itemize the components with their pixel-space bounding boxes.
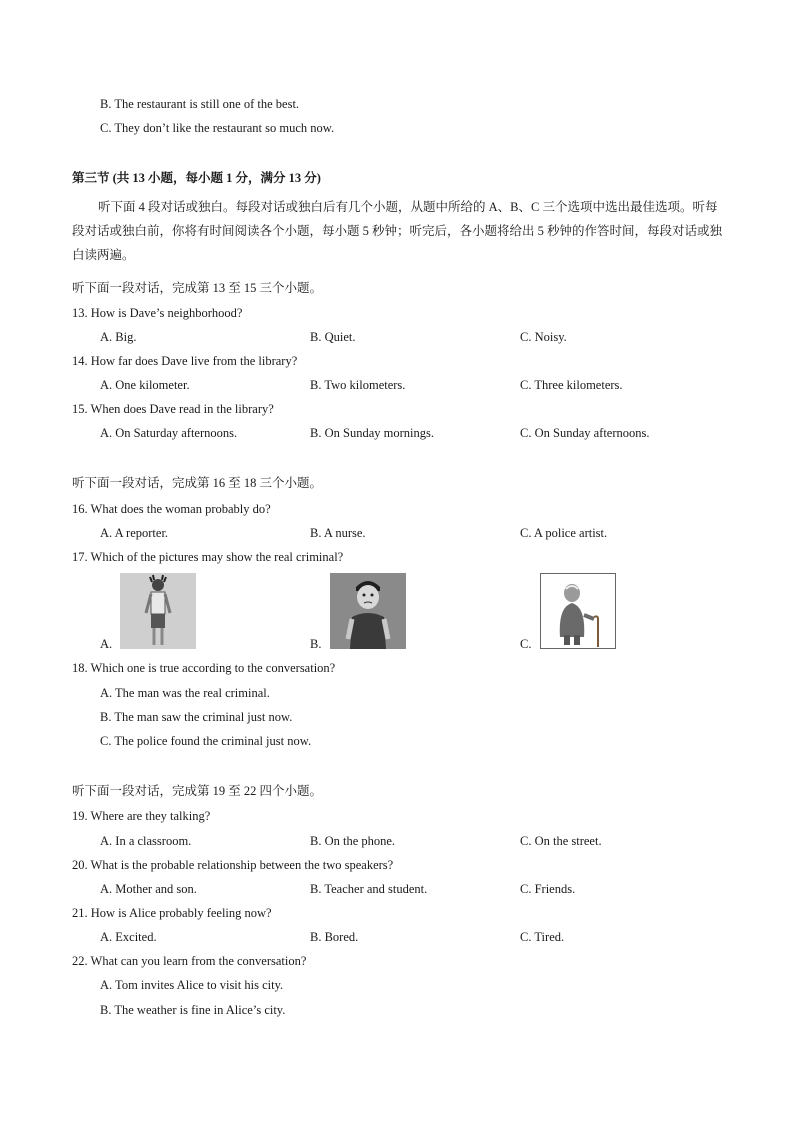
option-a: A. One kilometer. — [100, 378, 190, 392]
section-instructions: 听下面 4 段对话或独白。每段对话或独白后有几个小题，从题中所给的 A、B、C 三个选项中选出最佳选项。听每段对话或独白前，你将有时间阅读各个小题，每小题 5 秒钟；听完后，各小题将给出 5 秒钟的作答时间，每段对话或独白读两遍。 — [72, 200, 723, 262]
option-c: C. They don’t like the restaurant so much now. — [100, 121, 335, 135]
section-heading: 第三节 (共 13 小题，每小题 1 分，满分 13 分) — [72, 171, 321, 185]
question-stem: 16. What does the woman probably do? — [72, 502, 271, 516]
option-b: B. The man saw the criminal just now. — [100, 710, 293, 724]
option-b: B. A nurse. — [310, 526, 366, 540]
option-c: C. Friends. — [520, 882, 576, 896]
question-stem: 13. How is Dave’s neighborhood? — [72, 306, 243, 320]
question-stem: 14. How far does Dave live from the library? — [72, 354, 298, 368]
question-stem: 22. What can you learn from the conversation? — [72, 954, 307, 968]
chubby-man-picture — [330, 573, 406, 649]
option-c: C. On the street. — [520, 834, 602, 848]
question-stem: 15. When does Dave read in the library? — [72, 402, 274, 416]
option-a: A. Tom invites Alice to visit his city. — [100, 978, 284, 992]
option-c: C. Tired. — [520, 930, 565, 944]
option-c: C. Three kilometers. — [520, 378, 623, 392]
option-a: A. Big. — [100, 330, 137, 344]
option-c-label: C. — [520, 637, 532, 651]
group-intro: 听下面一段对话，完成第 13 至 15 三个小题。 — [72, 281, 323, 295]
option-b: B. On Sunday mornings. — [310, 426, 434, 440]
option-b: B. The weather is fine in Alice’s city. — [100, 1003, 286, 1017]
thin-man-picture — [120, 573, 196, 649]
question-stem: 18. Which one is true according to the conversation? — [72, 661, 336, 675]
option-b: B. Quiet. — [310, 330, 356, 344]
group-intro: 听下面一段对话，完成第 16 至 18 三个小题。 — [72, 476, 323, 490]
option-c: C. On Sunday afternoons. — [520, 426, 650, 440]
old-man-with-cane-picture — [540, 573, 616, 649]
question-stem: 20. What is the probable relationship between the two speakers? — [72, 858, 394, 872]
option-a: A. On Saturday afternoons. — [100, 426, 238, 440]
question-stem: 19. Where are they talking? — [72, 809, 211, 823]
option-a: A. A reporter. — [100, 526, 169, 540]
option-c: C. The police found the criminal just now. — [100, 734, 312, 748]
option-a: A. The man was the real criminal. — [100, 686, 270, 700]
option-a: A. Mother and son. — [100, 882, 197, 896]
option-b: B. Bored. — [310, 930, 359, 944]
option-c: C. A police artist. — [520, 526, 608, 540]
group-intro: 听下面一段对话，完成第 19 至 22 四个小题。 — [72, 784, 323, 798]
option-a-label: A. — [100, 637, 113, 651]
option-b-label: B. — [310, 637, 322, 651]
option-b: B. Teacher and student. — [310, 882, 428, 896]
option-c: C. Noisy. — [520, 330, 567, 344]
option-a: A. Excited. — [100, 930, 157, 944]
option-b: B. Two kilometers. — [310, 378, 406, 392]
option-b: B. The restaurant is still one of the best. — [100, 97, 300, 111]
question-stem: 21. How is Alice probably feeling now? — [72, 906, 272, 920]
option-a: A. In a classroom. — [100, 834, 192, 848]
question-stem: 17. Which of the pictures may show the real criminal? — [72, 550, 344, 564]
option-b: B. On the phone. — [310, 834, 396, 848]
